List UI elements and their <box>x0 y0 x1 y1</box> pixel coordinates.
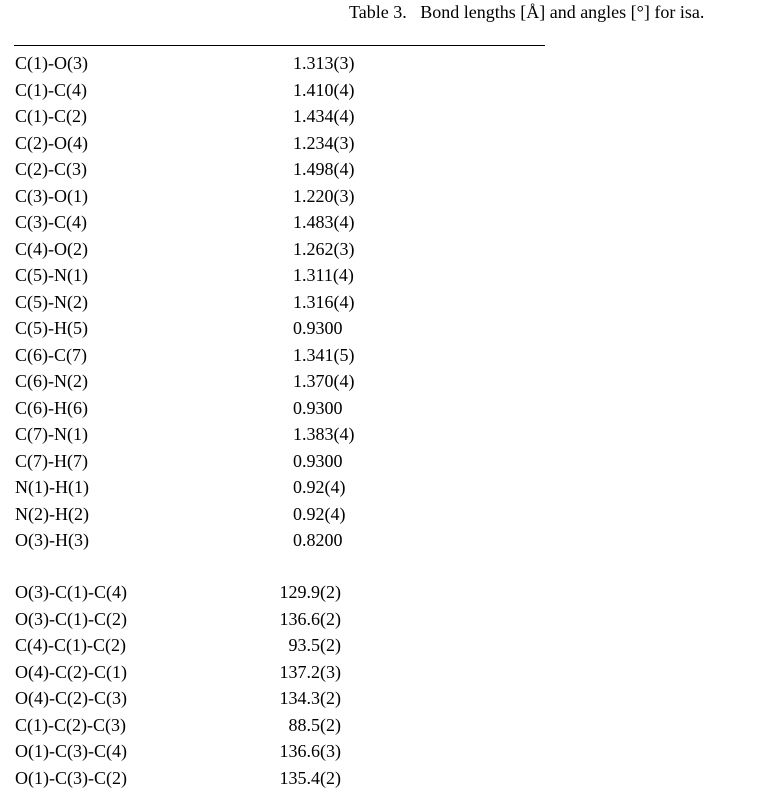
bond-label: C(1)-C(4) <box>15 79 87 100</box>
angle-value: 136.6(3) <box>279 741 341 761</box>
bond-label: C(2)-O(4) <box>15 132 88 153</box>
bond-label: O(3)-H(3) <box>15 530 89 550</box>
angle-label: O(3)-C(1)-C(2) <box>15 608 127 629</box>
bond-label: C(4)-O(2) <box>15 238 88 259</box>
bond-label: C(6)-C(7) <box>15 344 87 365</box>
bond-length-value: 0.8200 <box>293 530 343 550</box>
bond-length-value: 1.483(4) <box>293 212 355 232</box>
bond-label: C(5)-N(1) <box>15 265 88 285</box>
angle-label: O(3)-C(1)-C(4) <box>15 582 127 602</box>
bond-label: C(2)-C(3) <box>15 159 87 179</box>
angle-value: 135.4(2) <box>279 767 341 788</box>
angle-label: O(1)-C(3)-C(4) <box>15 741 127 761</box>
bond-length-value: 0.92(4) <box>293 477 346 497</box>
bond-length-value: 1.498(4) <box>293 159 355 179</box>
bond-label: C(7)-H(7) <box>15 450 88 471</box>
angle-value: 93.5(2) <box>288 635 341 655</box>
bond-label: N(2)-H(2) <box>15 503 89 524</box>
angle-value: 88.5(2) <box>288 714 341 735</box>
bond-length-value: 1.313(3) <box>293 53 355 73</box>
angle-label: O(4)-C(2)-C(1) <box>15 661 127 682</box>
angle-label: C(1)-C(2)-C(3) <box>15 714 126 735</box>
bond-length-value: 1.383(4) <box>293 424 355 444</box>
angle-value: 137.2(3) <box>279 661 341 682</box>
bond-label: N(1)-H(1) <box>15 477 89 497</box>
angle-label: O(4)-C(2)-C(3) <box>15 688 127 708</box>
bond-length-value: 1.262(3) <box>293 238 355 259</box>
bond-label: C(1)-O(3) <box>15 53 88 73</box>
bond-label: C(1)-C(2) <box>15 106 87 126</box>
bond-label: C(6)-N(2) <box>15 371 88 391</box>
bond-length-value: 0.92(4) <box>293 503 346 524</box>
bond-length-value: 0.9300 <box>293 450 343 471</box>
bond-length-value: 0.9300 <box>293 318 343 338</box>
bond-length-value: 1.341(5) <box>293 344 355 365</box>
angle-value: 136.6(2) <box>279 608 341 629</box>
bond-length-value: 1.311(4) <box>293 265 354 285</box>
bond-label: C(5)-H(5) <box>15 318 88 338</box>
table-title: Table 3. Bond lengths [Å] and angles [°] for isa. <box>349 2 705 22</box>
bond-length-value: 1.434(4) <box>293 106 355 126</box>
angle-value: 129.9(2) <box>279 582 341 602</box>
bond-label: C(5)-N(2) <box>15 291 88 312</box>
angle-label: C(4)-C(1)-C(2) <box>15 635 126 655</box>
bond-length-value: 1.316(4) <box>293 291 355 312</box>
bond-length-value: 1.410(4) <box>293 79 355 100</box>
bond-length-value: 1.234(3) <box>293 132 355 153</box>
bond-label: C(7)-N(1) <box>15 424 88 444</box>
bond-length-value: 1.370(4) <box>293 371 355 391</box>
table-top-rule <box>14 45 545 46</box>
angle-label: O(1)-C(3)-C(2) <box>15 767 127 788</box>
bond-label: C(3)-O(1) <box>15 185 88 206</box>
bond-label: C(6)-H(6) <box>15 397 88 418</box>
bond-label: C(3)-C(4) <box>15 212 87 232</box>
angle-value: 134.3(2) <box>279 688 341 708</box>
bond-length-value: 1.220(3) <box>293 185 355 206</box>
bond-length-value: 0.9300 <box>293 397 343 418</box>
